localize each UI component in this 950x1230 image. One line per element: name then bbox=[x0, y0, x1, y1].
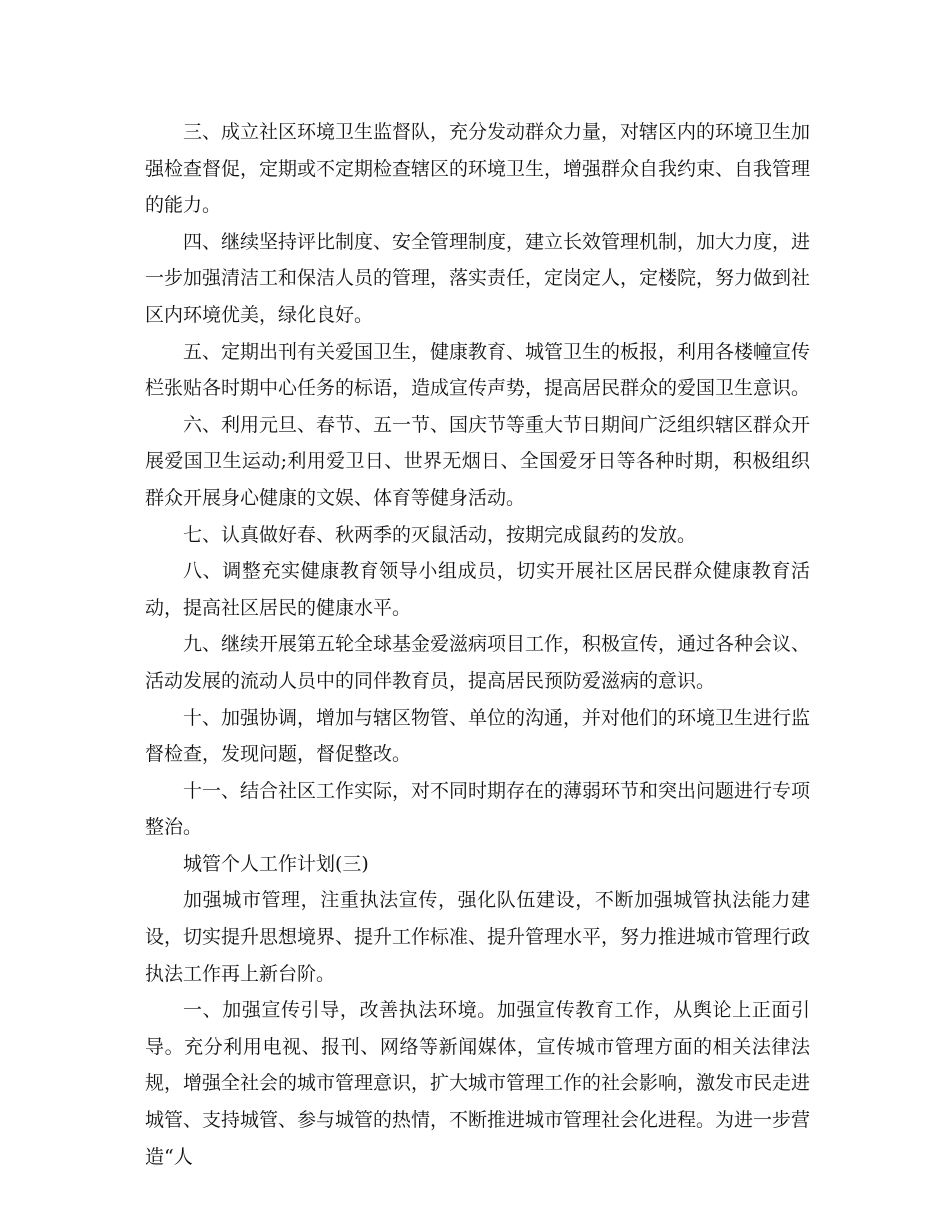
paragraph-4: 四、继续坚持评比制度、安全管理制度，建立长效管理机制，加大力度，进一步加强清洁工和保洁人员的管理，落实责任，定岗定人，定楼院，努力做到社区内环境优美，绿化良好。 bbox=[145, 230, 811, 326]
paragraph-8: 八、调整充实健康教育领导小组成员，切实开展社区居民群众健康教育活动，提高社区居民的健康水平。 bbox=[145, 560, 810, 619]
paragraph-6: 六、利用元旦、春节、五一节、国庆节等重大节日期间广泛组织辖区群众开展爱国卫生运动;利用爱卫日、世界无烟日、全国爱牙日等各种时期，积极组织群众开展身心健康的文娱、体育等健身活动。 bbox=[145, 413, 811, 509]
paragraph-3: 三、成立社区环境卫生监督队，充分发动群众力量，对辖区内的环境卫生加强检查督促，定期或不定期检查辖区的环境卫生，增强群众自我约束、自我管理的能力。 bbox=[145, 121, 811, 217]
paragraph-11: 十一、结合社区工作实际，对不同时期存在的薄弱环节和突出问题进行专项整治。 bbox=[145, 779, 811, 839]
paragraph-7: 七、认真做好春、秋两季的灭鼠活动，按期完成鼠药的发放。 bbox=[183, 523, 697, 546]
section-heading: 城管个人工作计划(三) bbox=[183, 852, 369, 875]
paragraph-5: 五、定期出刊有关爱国卫生，健康教育、城管卫生的板报，利用各楼幢宣传栏张贴各时期中心任务的标语，造成宣传声势，提高居民群众的爱国卫生意识。 bbox=[145, 340, 811, 400]
section-intro: 加强城市管理，注重执法宣传，强化队伍建设，不断加强城管执法能力建设，切实提升思想境界、提升工作标准、提升管理水平，努力推进城市管理行政执法工作再上新台阶。 bbox=[145, 889, 811, 985]
document-body bbox=[145, 114, 810, 1175]
paragraph-9: 九、继续开展第五轮全球基金爱滋病项目工作，积极宣传，通过各种会议、活动发展的流动人员中的同伴教育员，提高居民预防爱滋病的意识。 bbox=[145, 633, 811, 692]
paragraph-1: 一、加强宣传引导，改善执法环境。加强宣传教育工作，从舆论上正面引导。充分利用电视、报刊、网络等新闻媒体，宣传城市管理方面的相关法律法规，增强全社会的城市管理意识，扩大城市管理工作的社会影响，激发市民走进城管、支持城管、参与城管的热情，不断推进城市管理社会化进程。为进一步营造“人 bbox=[145, 999, 811, 1168]
paragraph-10: 十、加强协调，增加与辖区物管、单位的沟通，并对他们的环境卫生进行监督检查，发现问题，督促整改。 bbox=[145, 706, 811, 766]
